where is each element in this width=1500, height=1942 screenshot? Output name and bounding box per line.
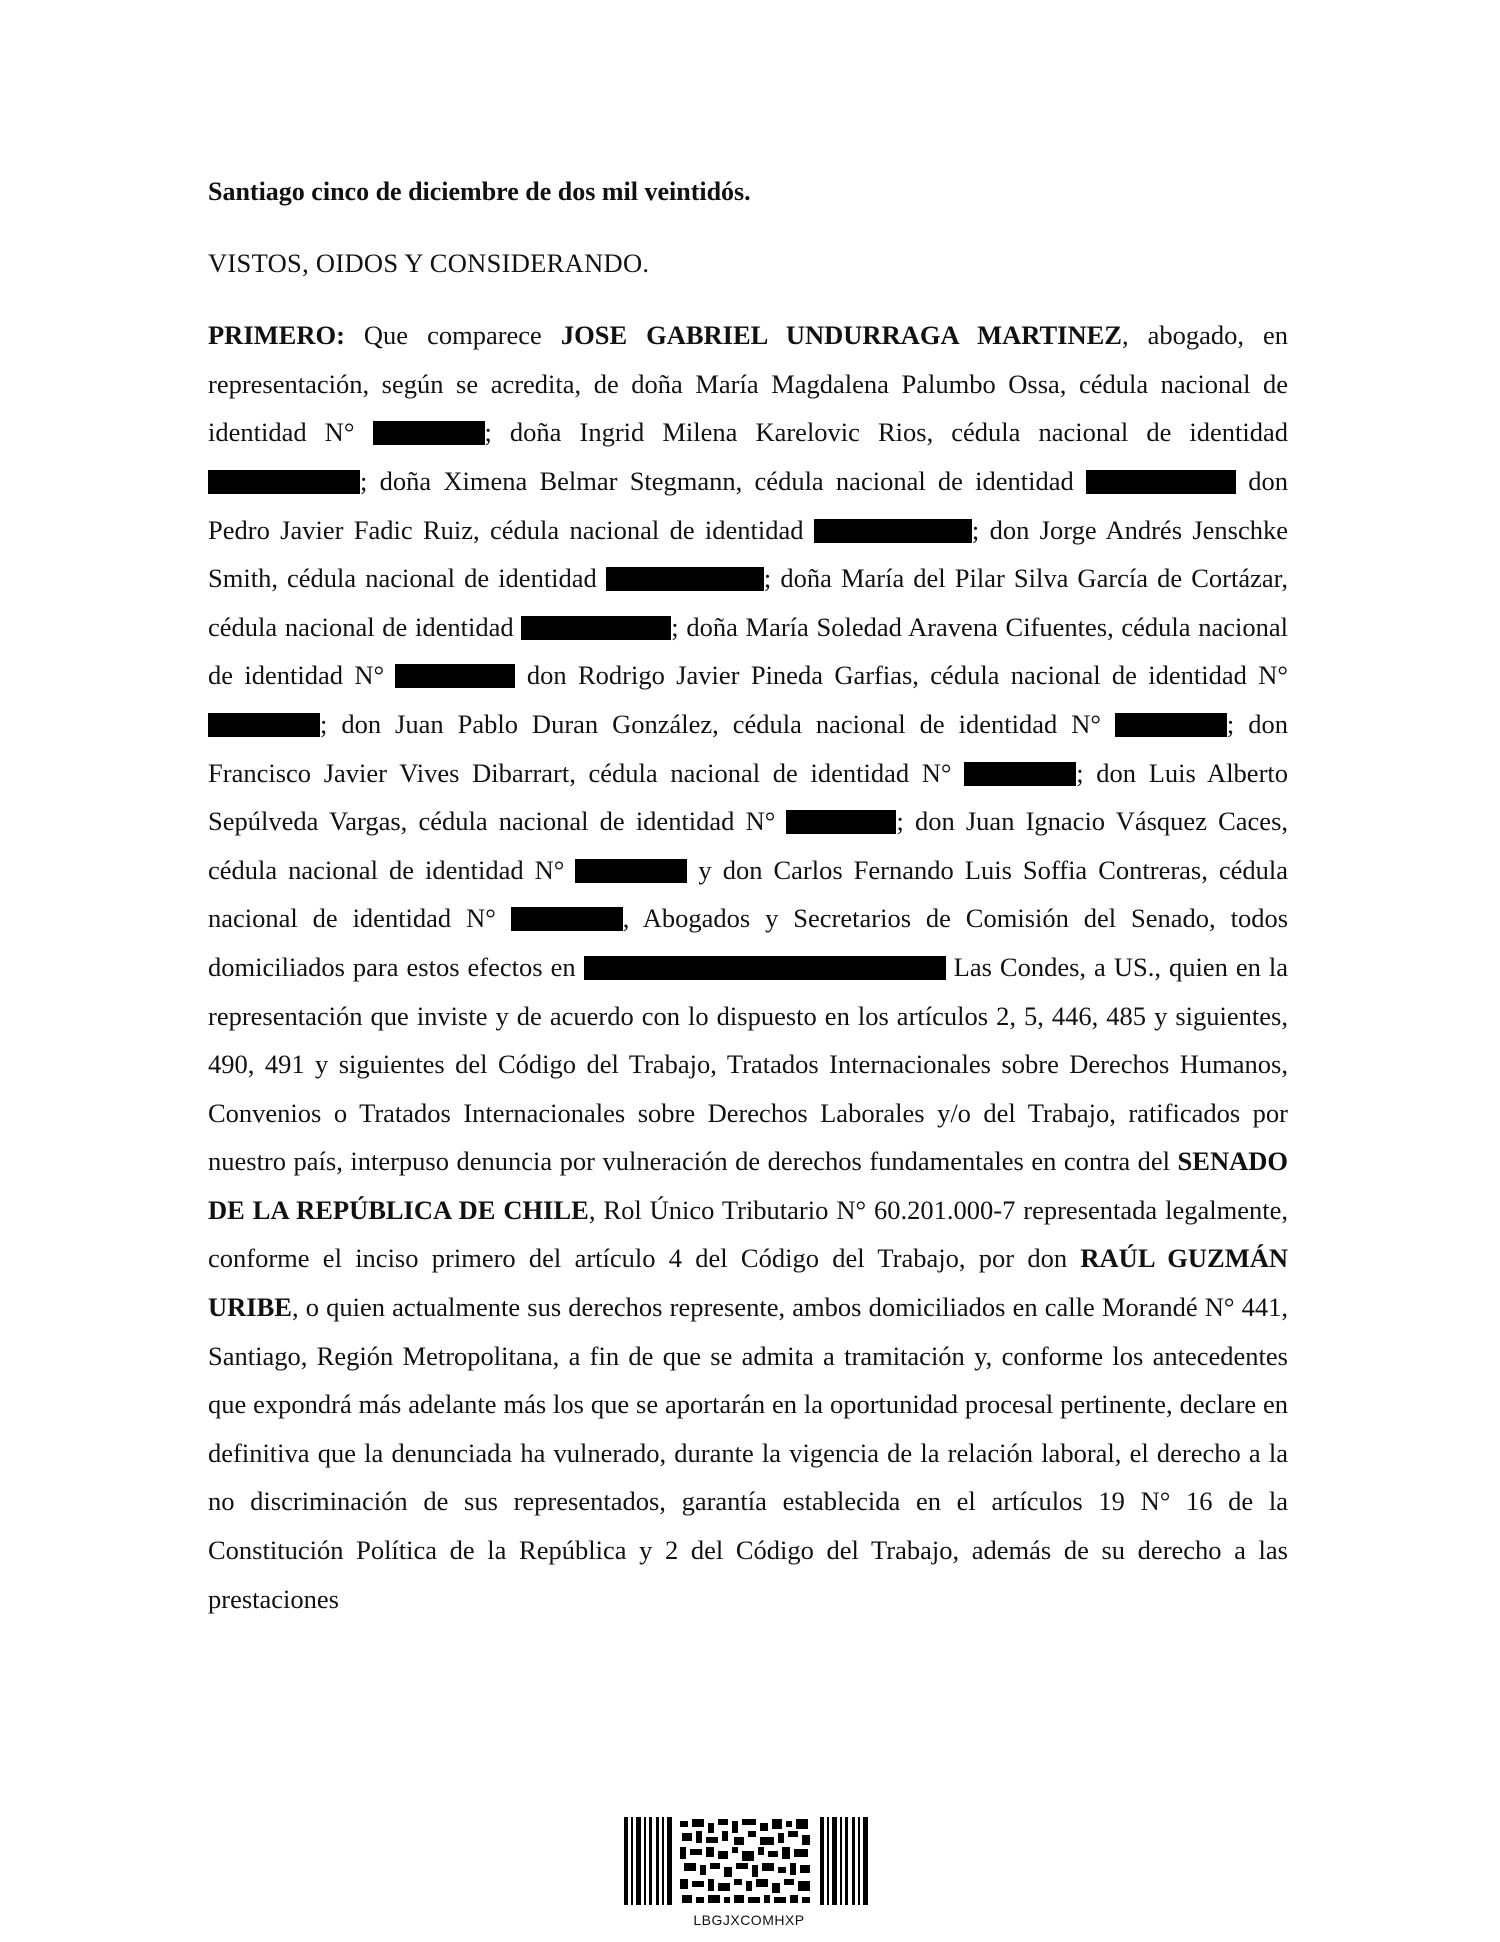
text-segment: ; don Juan Ignacio Vásquez Caces, cédula nacional de identidad N°: [208, 806, 1289, 885]
text-segment: ; doña Ingrid Milena Karelovic Rios, cédula nacional de identidad: [484, 417, 1289, 448]
verification-code: LBGJXCOMHXP: [693, 1912, 805, 1928]
text-segment: ; don Jorge Andrés Jenschke Smith, cédula nacional de identidad: [208, 514, 1289, 594]
redacted-id: [511, 907, 623, 931]
lawyer-name: JOSE GABRIEL UNDURRAGA MARTINEZ: [560, 320, 1122, 351]
text-segment: don Pedro Javier Fadic Ruiz, cédula nacional de identidad: [208, 465, 1288, 545]
redacted-id: [964, 762, 1076, 786]
redacted-id: [814, 519, 972, 543]
paragraph-label: PRIMERO:: [208, 320, 345, 351]
redacted-id: [521, 616, 671, 640]
defendant-name: SENADO DE LA REPÚBLICA DE CHILE: [208, 1146, 1288, 1225]
text-segment: Las Condes, a US., quien en la representación que inviste y de acuerdo con lo dispuesto en los artículos 2, 5, 446, 485 y siguientes, 490, 491 y siguientes del Código del Trabajo, Tratados Internacionales sobre Derechos Humanos, Convenios o Tratados Internacionales sobre Derechos Laborales y/o del Trabajo, ratificados por nuestro país, interpuso denuncia por vulneración de derechos fundamentales en contra del: [208, 951, 1289, 1177]
text-segment: ; don Francisco Javier Vives Dibarrart, cédula nacional de identidad N°: [208, 708, 1289, 788]
text-segment: ; doña María Soledad Aravena Cifuentes, cédula nacional de identidad N°: [208, 611, 1288, 691]
text-segment: ; doña Ximena Belmar Stegmann, cédula nacional de identidad: [360, 465, 1074, 496]
text-segment: Que comparece: [363, 320, 542, 351]
paragraph-primero: [208, 311, 1288, 1623]
text-segment: don Rodrigo Javier Pineda Garfias, cédula nacional de identidad N°: [526, 660, 1289, 691]
dateline: Santiago cinco de diciembre de dos mil veintidós.: [208, 177, 751, 206]
text-segment: , abogado, en representación, según se acredita, de doña María Magdalena Palumbo Ossa, cédula nacional de identidad N°: [208, 320, 1289, 448]
text-segment: ; doña María del Pilar Silva García de Cortázar, cédula nacional de identidad: [208, 563, 1289, 642]
redacted-id: [373, 421, 485, 445]
text-segment: ; don Luis Alberto Sepúlveda Vargas, cédula nacional de identidad N°: [208, 757, 1289, 837]
barcode-icon: [624, 1817, 874, 1909]
redacted-id: [395, 664, 515, 688]
redacted-id: [575, 859, 687, 883]
redacted-id: [208, 470, 360, 494]
section-heading: VISTOS, OIDOS Y CONSIDERANDO.: [208, 247, 650, 278]
text-segment: , o quien actualmente sus derechos represente, ambos domiciliados en calle Morandé N° 441, Santiago, Región Metropolitana, a fin de que se admita a tramitación y, conforme los antecedentes que expondrá más adelante más los que se aportarán en la oportunidad procesal pertinente, declare en definitiva que la denunciada ha vulnerado, durante la vigencia de la relación laboral, el derecho a la no discriminación de sus representados, garantía establecida en el artículos 19 N° 16 de la Constitución Política de la República y 2 del Código del Trabajo, además de su derecho a las prestaciones: [208, 1292, 1288, 1614]
redacted-id: [208, 713, 320, 737]
legal-representative-name: RAÚL GUZMÁN URIBE: [208, 1243, 1289, 1323]
text-segment: ; don Juan Pablo Duran González, cédula nacional de identidad N°: [320, 708, 1101, 739]
verification-footer: [624, 1817, 874, 1927]
redacted-id: [1086, 470, 1236, 494]
redacted-id: [786, 810, 896, 834]
redacted-address: [584, 956, 946, 980]
document-body: [208, 168, 1288, 1623]
text-segment: , Rol Único Tributario N° 60.201.000-7 representada legalmente, conforme el inciso primero del artículo 4 del Código del Trabajo, por don: [208, 1194, 1288, 1274]
text-segment: y don Carlos Fernando Luis Soffia Contreras, cédula nacional de identidad N°: [208, 854, 1289, 934]
text-segment: , Abogados y Secretarios de Comisión del Senado, todos domiciliados para estos efectos en: [208, 903, 1289, 982]
redacted-id: [606, 567, 764, 591]
redacted-id: [1115, 713, 1227, 737]
